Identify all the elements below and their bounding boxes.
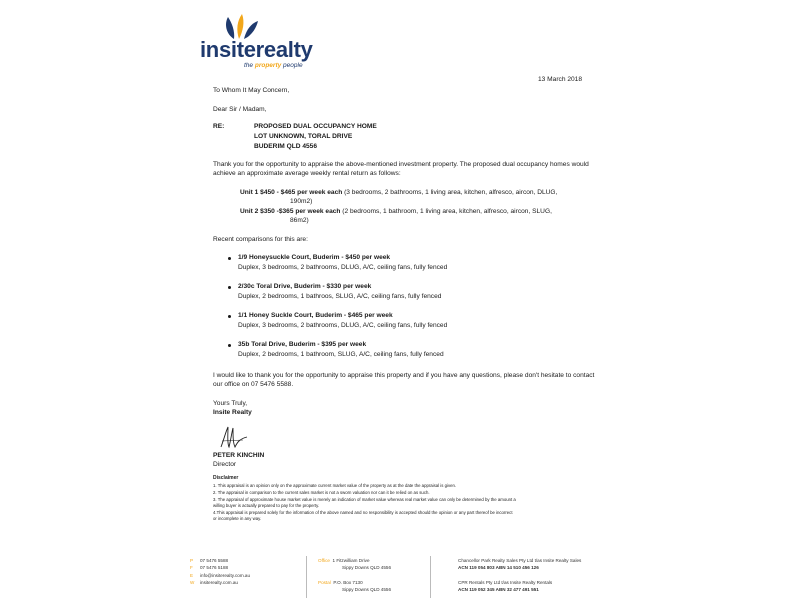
footer-phone xyxy=(190,557,250,564)
postal-address-2: Sippy Downs QLD 4556 xyxy=(342,586,392,592)
footer-entities xyxy=(458,557,581,593)
bullet-icon xyxy=(228,286,231,289)
entity-2-name: CPR Rentals Pty Ltd t/as Insite Realty Rentals xyxy=(458,579,553,585)
closing-paragraph: I would like to thank you for the opportunity to appraise this property and if you have any questions, please don't hesitate to contact our office on 07 5476 5588. xyxy=(213,372,595,389)
entity-2-numbers: ACN 119 052 345 ABN 32 477 491 551 xyxy=(458,586,539,592)
logo-word-realty: realty xyxy=(255,37,313,62)
footer-divider xyxy=(306,556,307,598)
comparison-4-desc: Duplex, 2 bedrooms, 1 bathroom, SLUG, A/C, ceiling fans, fully fenced xyxy=(238,351,444,358)
letter-date: 13 March 2018 xyxy=(538,76,582,83)
footer-fax xyxy=(190,564,250,571)
signature-icon xyxy=(219,425,249,451)
footer-email xyxy=(190,572,250,579)
disclaimer-line: 1. This appraisal is an opinion only on the approximate current market value of the property as at the date the appraisal is given. xyxy=(213,483,457,488)
comparison-3-desc: Duplex, 3 bedrooms, 2 bathrooms, DLUG, A/C, ceiling fans, fully fenced xyxy=(238,322,448,329)
unit-2-detail: (2 bedrooms, 1 bathroom, 1 living area, kitchen, alfresco, aircon, SLUG, xyxy=(340,208,552,215)
entity-1-numbers: ACN 119 054 803 ABN 14 510 456 126 xyxy=(458,565,539,571)
disclaimer-line: or incomplete in any way. xyxy=(213,516,262,521)
comparison-2-title: 2/30c Toral Drive, Buderim - $330 per week xyxy=(238,283,372,290)
re-line-3: BUDERIM QLD 4556 xyxy=(254,143,318,150)
bullet-icon xyxy=(228,315,231,318)
phone-letter: P xyxy=(190,558,194,563)
re-line-1: PROPOSED DUAL OCCUPANCY HOME xyxy=(254,123,377,130)
website-letter: W xyxy=(190,579,195,585)
fax-letter: F xyxy=(190,565,193,571)
re-line-2: LOT UNKNOWN, TORAL DRIVE xyxy=(254,133,353,140)
unit-1-price: Unit 1 $450 - $465 per week each xyxy=(240,189,343,196)
intro-paragraph: Thank you for the opportunity to appraise the above-mentioned investment property. The proposed dual occupancy homes would achieve an approximate average weekly rental return as follows: xyxy=(213,161,589,178)
email-value: info@insiterealty.com.au xyxy=(200,572,251,578)
bullet-icon xyxy=(228,344,231,347)
comparison-3-title: 1/1 Honey Suckle Court, Buderim - $465 per week xyxy=(238,312,393,319)
entity-1-name: Chancellor Park Realty Sales Pty Ltd t/as Insite Realty Sales xyxy=(458,558,582,563)
office-address-2: Sippy Downs QLD 4556 xyxy=(342,565,392,571)
comparison-1-title: 1/9 Honeysuckle Court, Buderim - $450 per week xyxy=(238,254,391,261)
footer-contacts xyxy=(190,557,250,586)
signoff: Yours Truly, xyxy=(213,400,248,407)
unit-1-detail: (3 bedrooms, 2 bathrooms, 1 living area, kitchen, alfresco, aircon, DLUG, xyxy=(342,189,558,196)
footer-website xyxy=(190,579,250,586)
comparison-4-title: 35b Toral Drive, Buderim - $395 per week xyxy=(238,341,367,348)
unit-1-detail-cont: 190m2) xyxy=(290,198,313,205)
unit-2-price: Unit 2 $350 -$365 per week each xyxy=(240,208,341,215)
signer-name: PETER KINCHIN xyxy=(213,452,265,459)
office-line-1 xyxy=(318,557,391,564)
fax-value: 07 5476 5188 xyxy=(200,565,229,571)
office-address-1: 1 Fitzwilliam Drive xyxy=(332,558,370,563)
signer-title: Director xyxy=(213,461,237,468)
footer-office xyxy=(318,557,391,593)
email-letter: E xyxy=(190,572,194,578)
office-label: Office xyxy=(318,558,330,563)
re-label: RE: xyxy=(213,123,225,130)
disclaimer-line: willing buyer is actually prepared to pay for the property. xyxy=(213,503,320,508)
tagline-highlight: property xyxy=(254,62,282,69)
unit-2 xyxy=(240,208,552,216)
website-value: insiterealty.com.au xyxy=(200,579,238,585)
comparisons-heading: Recent comparisons for this are: xyxy=(213,236,308,243)
disclaimer-line: 3. The appraisal of approximate house market value is merely an indication of market value whereas real market value can only be determined by the amount a xyxy=(213,497,516,502)
disclaimer-heading: Disclaimer xyxy=(213,475,239,481)
postal-label: Postal xyxy=(318,579,331,585)
salutation-dear: Dear Sir / Madam, xyxy=(213,106,267,113)
logo-word-insite: insite xyxy=(200,37,256,62)
unit-2-detail-cont: 86m2) xyxy=(290,217,309,224)
logo-wordmark xyxy=(200,38,313,62)
postal-line-1 xyxy=(318,579,391,586)
disclaimer-line: 2. The appraisal in comparison to the current sales market is not a sworn valuation nor can it be relied on as such. xyxy=(213,490,430,495)
comparison-1-desc: Duplex, 3 bedrooms, 2 bathrooms, DLUG, A/C, ceiling fans, fully fenced xyxy=(238,264,448,271)
footer-divider xyxy=(430,556,431,598)
tagline-prefix: the xyxy=(244,62,254,69)
logo-tagline xyxy=(244,62,303,69)
company-logo xyxy=(200,14,340,70)
unit-1 xyxy=(240,189,557,197)
tagline-suffix: people xyxy=(283,62,303,69)
company-name: Insite Realty xyxy=(213,409,252,416)
phone-value: 07 5476 5588 xyxy=(200,558,229,563)
bullet-icon xyxy=(228,257,231,260)
postal-address-1: P.O. Box 7130 xyxy=(333,579,363,585)
comparison-2-desc: Duplex, 2 bedrooms, 1 bathroos, SLUG, A/C, ceiling fans, fully fenced xyxy=(238,293,442,300)
disclaimer-line: 4.This appraisal is prepared solely for the information of the above named and no responsibility is accepted should the opinion or any part thereof be incorrect xyxy=(213,510,513,515)
salutation-concern: To Whom It May Concern, xyxy=(213,87,290,94)
